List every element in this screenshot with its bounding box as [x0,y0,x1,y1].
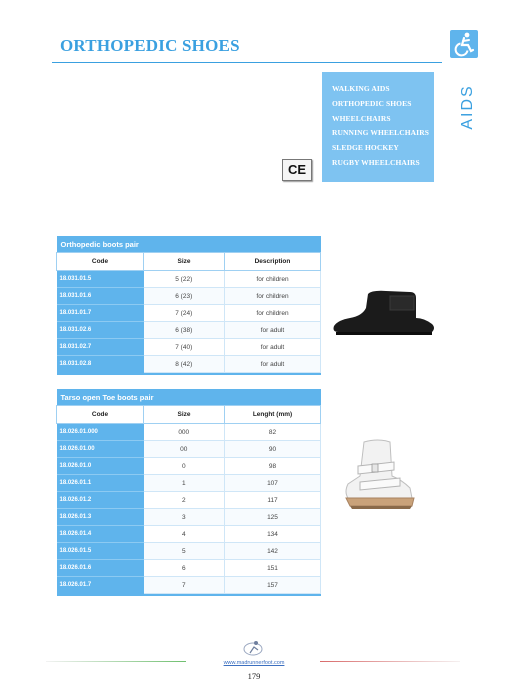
table-bottom-bar [57,594,321,597]
row-size: 000 [144,424,225,441]
row-length: 134 [225,526,321,543]
category-rugby-wheelchairs[interactable]: RUGBY WHEELCHAIRS [332,157,420,167]
table-title: Tarso open Toe boots pair [57,389,321,406]
row-description: for children [225,288,321,305]
row-size: 6 [144,560,225,577]
table-row [57,339,321,356]
page-title: ORTHOPEDIC SHOES [60,36,240,55]
row-code: 18.026.01.6 [57,560,144,577]
table-row [57,560,321,577]
column-header-size: Size [144,406,225,424]
wheelchair-accessibility-icon [450,30,478,58]
row-code: 18.026.01.2 [57,492,144,509]
row-code: 18.031.02.7 [57,339,144,356]
row-size: 5 [144,543,225,560]
table-row [57,424,321,441]
row-code: 18.031.01.6 [57,288,144,305]
category-wheelchairs[interactable]: WHEELCHAIRS [332,113,391,123]
row-code: 18.031.01.7 [57,305,144,322]
section-side-label: AIDS [459,84,476,130]
column-header-length: Lenght (mm) [225,406,321,424]
row-description: for adult [225,322,321,339]
row-code: 18.026.01.000 [57,424,144,441]
black-orthopedic-boot-image [328,288,438,338]
table-row [57,543,321,560]
row-size: 7 (24) [144,305,225,322]
row-size: 2 [144,492,225,509]
row-size: 8 (42) [144,356,225,373]
row-code: 18.026.01.0 [57,458,144,475]
row-size: 3 [144,509,225,526]
row-code: 18.031.01.5 [57,271,144,288]
row-code: 18.026.01.5 [57,543,144,560]
row-size: 7 [144,577,225,594]
table-row [57,492,321,509]
column-header-size: Size [144,253,225,271]
white-open-toe-boot-image [338,436,418,516]
row-length: 117 [225,492,321,509]
row-length: 90 [225,441,321,458]
category-menu [322,72,434,182]
row-code: 18.026.01.3 [57,509,144,526]
table-row [57,356,321,373]
row-code: 18.031.02.6 [57,322,144,339]
row-length: 125 [225,509,321,526]
row-length: 82 [225,424,321,441]
category-sledge-hockey[interactable]: SLEDGE HOCKEY [332,143,399,153]
table-row [57,322,321,339]
row-length: 98 [225,458,321,475]
table-row [57,577,321,594]
row-code: 18.026.01.1 [57,475,144,492]
footer-website-link[interactable]: www.madrunnerfoot.com [223,660,285,666]
table-row [57,441,321,458]
table-row [57,526,321,543]
table-row [57,475,321,492]
table-bottom-bar [57,373,321,376]
column-header-code: Code [57,406,144,424]
category-orthopedic-shoes[interactable]: ORTHOPEDIC SHOES [332,98,412,108]
row-size: 6 (38) [144,322,225,339]
row-length: 157 [225,577,321,594]
row-length: 107 [225,475,321,492]
row-size: 7 (40) [144,339,225,356]
table-row [57,509,321,526]
row-code: 18.026.01.00 [57,441,144,458]
row-length: 142 [225,543,321,560]
row-size: 5 (22) [144,271,225,288]
table-row [57,458,321,475]
table-row [57,288,321,305]
row-size: 6 (23) [144,288,225,305]
table-row [57,305,321,322]
runner-logo-icon [240,637,266,657]
table-row [57,271,321,288]
row-size: 4 [144,526,225,543]
row-description: for adult [225,356,321,373]
orthopedic-boots-table [56,236,321,375]
row-description: for children [225,271,321,288]
row-code: 18.026.01.7 [57,577,144,594]
row-code: 18.031.02.8 [57,356,144,373]
page-number: 179 [247,671,261,681]
tarso-open-toe-boots-table [56,389,321,596]
row-length: 151 [225,560,321,577]
ce-mark-badge: CE [282,159,312,181]
row-code: 18.026.01.4 [57,526,144,543]
category-walking-aids[interactable]: WALKING AIDS [332,84,390,93]
title-divider [52,62,442,63]
column-header-code: Code [57,253,144,271]
row-size: 00 [144,441,225,458]
row-description: for children [225,305,321,322]
row-size: 0 [144,458,225,475]
column-header-description: Description [225,253,321,271]
category-running-wheelchairs[interactable]: RUNNING WHEELCHAIRS [332,128,429,138]
table-title: Orthopedic boots pair [57,236,321,253]
row-size: 1 [144,475,225,492]
row-description: for adult [225,339,321,356]
